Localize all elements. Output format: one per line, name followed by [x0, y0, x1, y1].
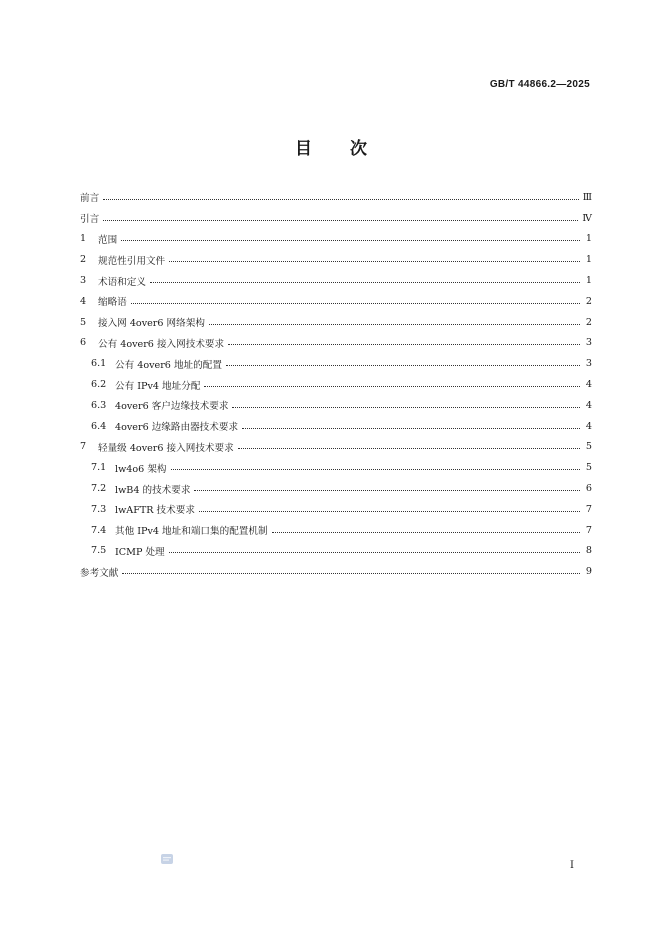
dot-leader: [242, 428, 580, 429]
toc-entry-page: 2: [585, 316, 592, 328]
toc-entry[interactable]: [80, 312, 592, 333]
dot-leader: [194, 490, 580, 491]
toc-entry-number: 6.2: [91, 379, 107, 391]
dot-leader: [238, 448, 580, 449]
toc-entry-page: 2: [585, 295, 592, 307]
toc-entry[interactable]: [80, 520, 592, 541]
dot-leader: [169, 552, 580, 553]
dot-leader: [103, 220, 578, 221]
toc-entry[interactable]: [80, 437, 592, 458]
toc-entry-page: 1: [585, 233, 592, 245]
toc-entry-number: 7.1: [91, 462, 107, 474]
toc-entry[interactable]: [80, 249, 592, 270]
page-number: Ⅰ: [570, 860, 574, 871]
toc-entry-number: 2: [80, 254, 87, 266]
dot-leader: [171, 469, 580, 470]
toc-entry[interactable]: [80, 395, 592, 416]
toc-entry[interactable]: [80, 457, 592, 478]
toc-entry-page: 3: [585, 358, 592, 370]
toc-entry-number: 7: [80, 441, 87, 453]
publisher-logo-icon: [160, 852, 174, 866]
toc-entry-title: 规范性引用文件: [98, 255, 166, 267]
dot-leader: [209, 324, 580, 325]
toc-entry-number: 4: [80, 295, 87, 307]
dot-leader: [232, 407, 580, 408]
toc-entry[interactable]: [80, 291, 592, 312]
toc-entry-page: Ⅲ: [582, 191, 592, 203]
standard-code: GB/T 44866.2—2025: [489, 79, 590, 90]
toc-entry-page: 7: [585, 524, 592, 536]
toc-entry-title: lwB4 的技术要求: [115, 484, 191, 496]
toc-entry-page: 4: [585, 420, 592, 432]
table-of-contents: [80, 187, 592, 582]
toc-entry-number: 6.4: [91, 420, 107, 432]
dot-leader: [131, 303, 580, 304]
toc-entry-title: 其他 IPv4 地址和端口集的配置机制: [115, 526, 268, 538]
dot-leader: [204, 386, 580, 387]
toc-entry-number: 3: [80, 275, 87, 287]
toc-entry-page: 3: [585, 337, 592, 349]
dot-leader: [169, 261, 580, 262]
toc-entry[interactable]: [80, 187, 592, 208]
toc-entry[interactable]: [80, 541, 592, 562]
toc-entry-number: 7.2: [91, 483, 107, 495]
dot-leader: [121, 240, 580, 241]
dot-leader: [226, 365, 580, 366]
dot-leader: [122, 573, 580, 574]
toc-entry-title: 引言: [80, 214, 100, 226]
page-title: 目 次: [295, 139, 367, 159]
toc-entry[interactable]: [80, 270, 592, 291]
toc-entry-number: 5: [80, 316, 87, 328]
toc-entry-page: 6: [585, 483, 592, 495]
dot-leader: [150, 282, 580, 283]
toc-entry-number: 7.3: [91, 503, 107, 515]
toc-entry[interactable]: [80, 561, 592, 582]
toc-entry-title: lwAFTR 技术要求: [115, 505, 195, 517]
dot-leader: [199, 511, 580, 512]
toc-entry-number: 1: [80, 233, 87, 245]
toc-entry-title: 范围: [98, 234, 118, 246]
toc-entry-page: 7: [585, 503, 592, 515]
toc-entry[interactable]: [80, 333, 592, 354]
toc-entry-title: 参考文献: [80, 567, 119, 579]
toc-entry-title: 公有 IPv4 地址分配: [115, 380, 201, 392]
toc-entry-title: 公有 4over6 接入网技术要求: [98, 338, 225, 350]
dot-leader: [272, 532, 580, 533]
dot-leader: [103, 199, 579, 200]
toc-entry-title: 轻量级 4over6 接入网技术要求: [98, 442, 234, 454]
toc-entry-page: 5: [585, 462, 592, 474]
toc-entry-page: 1: [585, 275, 592, 287]
toc-entry-page: 4: [585, 379, 592, 391]
toc-entry[interactable]: [80, 229, 592, 250]
toc-entry[interactable]: [80, 478, 592, 499]
dot-leader: [228, 344, 580, 345]
toc-entry[interactable]: [80, 353, 592, 374]
toc-entry-title: 缩略语: [98, 297, 127, 309]
toc-entry-title: 4over6 客户边缘技术要求: [115, 401, 229, 413]
toc-entry-page: 1: [585, 254, 592, 266]
toc-entry-title: 4over6 边缘路由器技术要求: [115, 422, 239, 434]
toc-entry-title: ICMP 处理: [115, 546, 165, 558]
toc-entry-page: 4: [585, 399, 592, 411]
toc-entry-title: 接入网 4over6 网络架构: [98, 318, 205, 330]
toc-entry-title: 公有 4over6 地址的配置: [115, 359, 222, 371]
toc-entry-number: 7.5: [91, 545, 107, 557]
toc-entry[interactable]: [80, 374, 592, 395]
toc-entry-page: 5: [585, 441, 592, 453]
toc-entry-title: 前言: [80, 193, 100, 205]
toc-entry[interactable]: [80, 499, 592, 520]
toc-entry-number: 6.3: [91, 399, 107, 411]
toc-entry[interactable]: [80, 208, 592, 229]
toc-entry-title: lw4o6 架构: [115, 463, 167, 475]
toc-entry-page: Ⅳ: [582, 212, 592, 224]
toc-entry-page: 9: [585, 566, 592, 578]
toc-entry-number: 6: [80, 337, 87, 349]
toc-entry-title: 术语和定义: [98, 276, 146, 288]
toc-entry-number: 6.1: [91, 358, 107, 370]
toc-entry-number: 7.4: [91, 524, 107, 536]
toc-entry[interactable]: [80, 416, 592, 437]
toc-entry-page: 8: [585, 545, 592, 557]
